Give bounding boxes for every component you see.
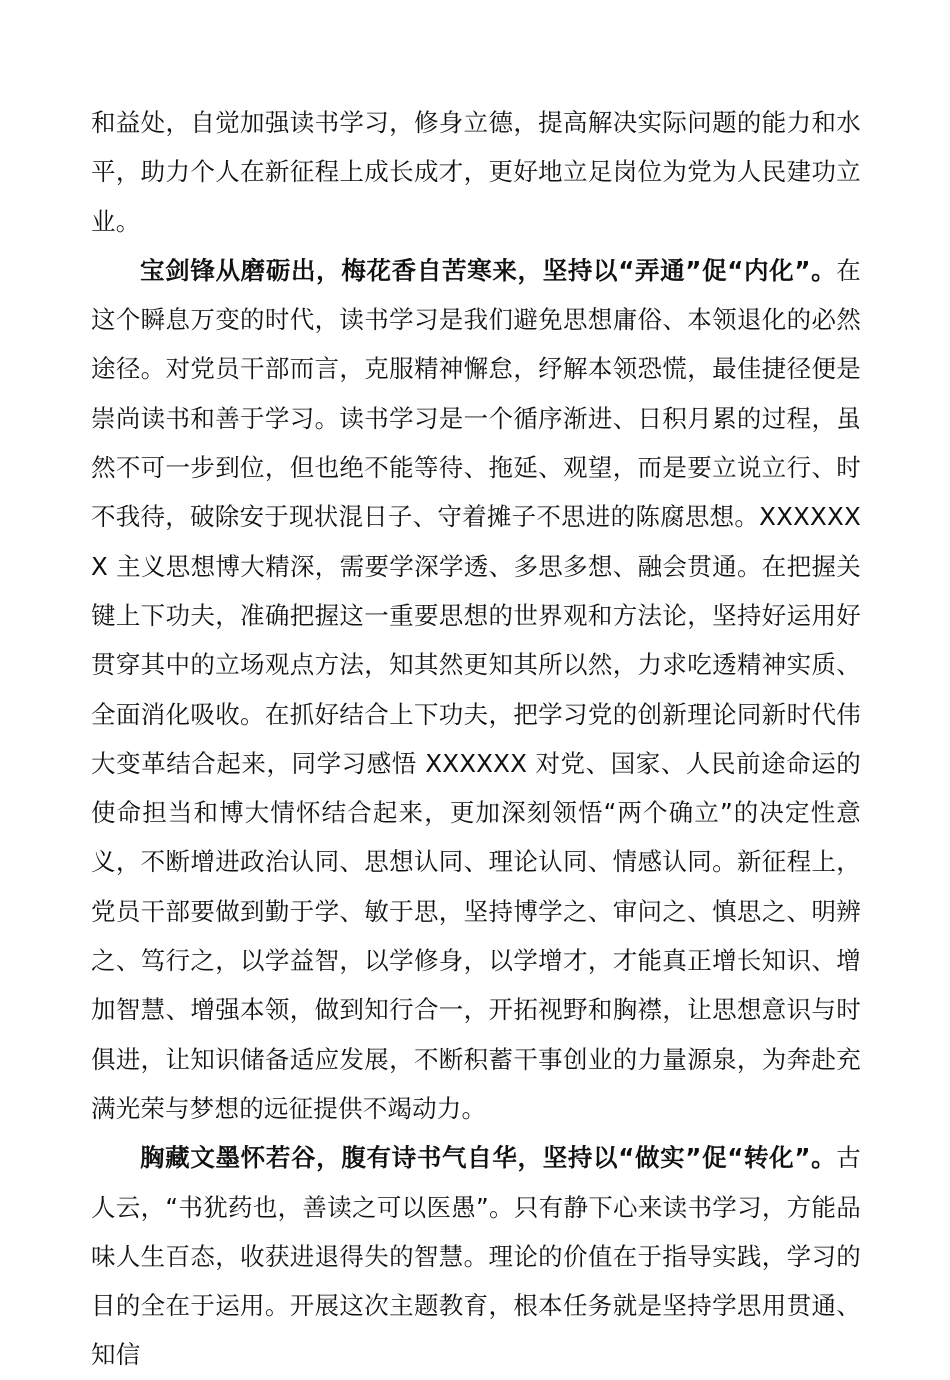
paragraph-heading: 胸藏文墨怀若谷，腹有诗书气自华，坚持以“做实”促“转化”。 <box>140 1143 837 1173</box>
paragraph-body: 在这个瞬息万变的时代，读书学习是我们避免思想庸俗、本领退化的必然途径。对党员干部而言，克服精神懈怠，纾解本领恐慌，最佳捷径便是崇尚读书和善于学习。读书学习是一个循序渐进、日积月累的过程，虽然不可一步到位，但也绝不能等待、拖延、观望，而是要立说立行、时不我待，破除安于现状混日子、守着摊子不思进的陈腐思想。XXXXXXX 主义思想博大精深，需要学深学透、多思多想、融会贯通。在把握关键上下功夫，准确把握这一重要思想的世界观和方法论，坚持好运用好贯穿其中的立场观点方法，知其然更知其所以然，力求吃透精神实质、全面消化吸收。在抓好结合上下功夫，把学习党的创新理论同新时代伟大变革结合起来，同学习感悟 XXXXXX 对党、国家、人民前途命运的使命担当和博大情怀结合起来，更加深刻领悟“两个确立”的决定性意义，不断增进政治认同、思想认同、理论认同、情感认同。新征程上，党员干部要做到勤于学、敏于思，坚持博学之、审问之、慎思之、明辨之、笃行之，以学益智，以学修身，以学增才，才能真正增长知识、增加智慧、增强本领，做到知行合一，开拓视野和胸襟，让思想意识与时俱进，让知识储备适应发展，不断积蓄干事创业的力量源泉，为奔赴充满光荣与梦想的远征提供不竭动力。 <box>91 255 861 1123</box>
document-body <box>91 98 861 1380</box>
paragraph-cultivation <box>91 1133 861 1379</box>
paragraph-continued <box>91 98 861 246</box>
paragraph-heading: 宝剑锋从磨砺出，梅花香自苦寒来，坚持以“弄通”促“内化”。 <box>140 255 837 285</box>
paragraph-body: 和益处，自觉加强读书学习，修身立德，提高解决实际问题的能力和水平，助力个人在新征程上成长成才，更好地立足岗位为党为人民建功立业。 <box>91 108 861 236</box>
paragraph-sharpening <box>91 246 861 1133</box>
paragraph-body: 古人云，“书犹药也，善读之可以医愚”。只有静下心来读书学习，方能品味人生百态，收获进退得失的智慧。理论的价值在于指导实践，学习的目的全在于运用。开展这次主题教育，根本任务就是坚持学思用贯通、知信 <box>91 1143 861 1370</box>
